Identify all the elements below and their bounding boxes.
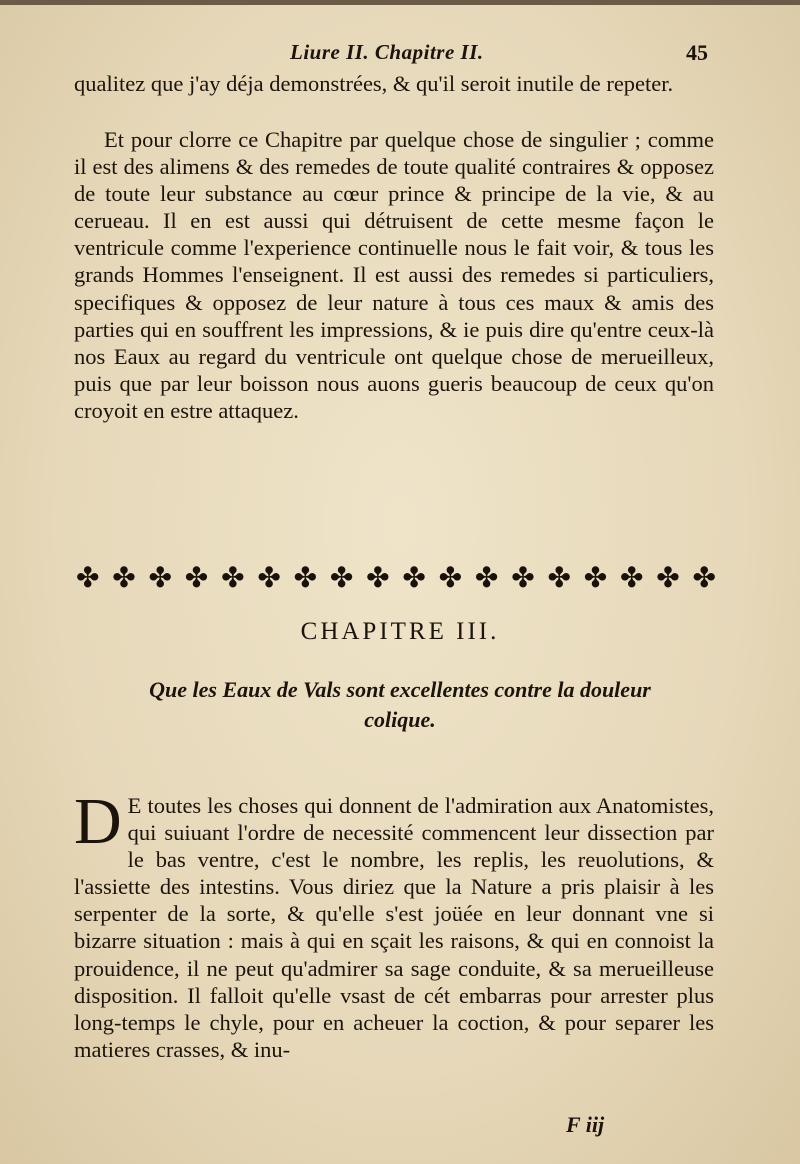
fleuron-icon: ✤ [438, 561, 463, 594]
fleuron-icon: ✤ [366, 561, 390, 594]
fleuron-icon: ✤ [257, 561, 281, 594]
page-number: 45 [686, 40, 708, 65]
page-top-edge [0, 0, 800, 5]
page-header [0, 40, 800, 70]
drop-cap: D [74, 785, 122, 858]
fleuron-icon: ✤ [293, 561, 318, 594]
fleuron-icon: ✤ [402, 561, 426, 594]
fleuron-ornament-band [76, 558, 716, 598]
chapter-body-text: E toutes les choses qui donnent de l'admiration aux Anatomistes, qui suiuant l'ordre de necessité commencent leur dissection par le bas ventre, c'est le nombre, les replis, les reuolutions, & l'assiette des intestins. Vous diriez que la Nature a pris plaisir à les serpenter de la sorte, & qu'elle s'est joüée en leur donnant vne si bizarre situation : mais à qui en sçait les raisons, & qui en connoist la prouidence, il ne peut qu'admirer sa sage conduite, & sa merueilleuse disposition. Il falloit qu'elle vsast de cét embarras pour arrester plus long-temps le chyle, pour en acheuer la coction, & pour separer les matieres crasses, & inu- [74, 793, 714, 1062]
fleuron-icon: ✤ [112, 561, 136, 594]
paragraph-closing: Et pour clorre ce Chapitre par quelque chose de singulier ; comme il est des alimens & des remedes de toute qualité contraires & opposez de toute leur substance au cœur prince & principe de la vie, & au cerueau. Il en est aussi qui détruisent de cette mesme façon le ventricule comme l'experience continuelle nous le fait voir, & tous les grands Hommes l'enseignent. Il est aussi des remedes si particuliers, specifiques & opposez de leur nature à tous ces maux & amis des parties qui en souffrent les impressions, & ie puis dire qu'entre ceux-là nos Eaux au regard du ventricule ont quelque chose de merueilleux, puis que par leur boisson nous auons gueris beaucoup de ceux qu'on croyoit en estre attaquez. [74, 127, 714, 423]
fleuron-icon: ✤ [656, 561, 680, 594]
fleuron-icon: ✤ [692, 561, 716, 594]
paragraph-continuation: qualitez que j'ay déja demonstrées, & qu'il seroit inutile de repeter. [74, 71, 674, 96]
fleuron-icon: ✤ [76, 561, 100, 594]
fleuron-icon: ✤ [583, 561, 608, 594]
chapter-title: CHAPITRE III. [300, 618, 500, 645]
chapter-subtitle: Que les Eaux de Vals sont excellentes contre la douleur colique. [149, 677, 651, 732]
running-head: Liure II. Chapitre II. [290, 40, 484, 64]
fleuron-icon: ✤ [474, 561, 499, 594]
fleuron-icon: ✤ [511, 561, 535, 594]
chapter-body [74, 785, 714, 1063]
fleuron-icon: ✤ [619, 561, 644, 594]
fleuron-icon: ✤ [547, 561, 571, 594]
fleuron-icon: ✤ [329, 561, 354, 594]
fleuron-icon: ✤ [148, 561, 172, 594]
fleuron-icon: ✤ [221, 561, 245, 594]
fleuron-icon: ✤ [184, 561, 209, 594]
signature-mark: F iij [566, 1112, 605, 1137]
